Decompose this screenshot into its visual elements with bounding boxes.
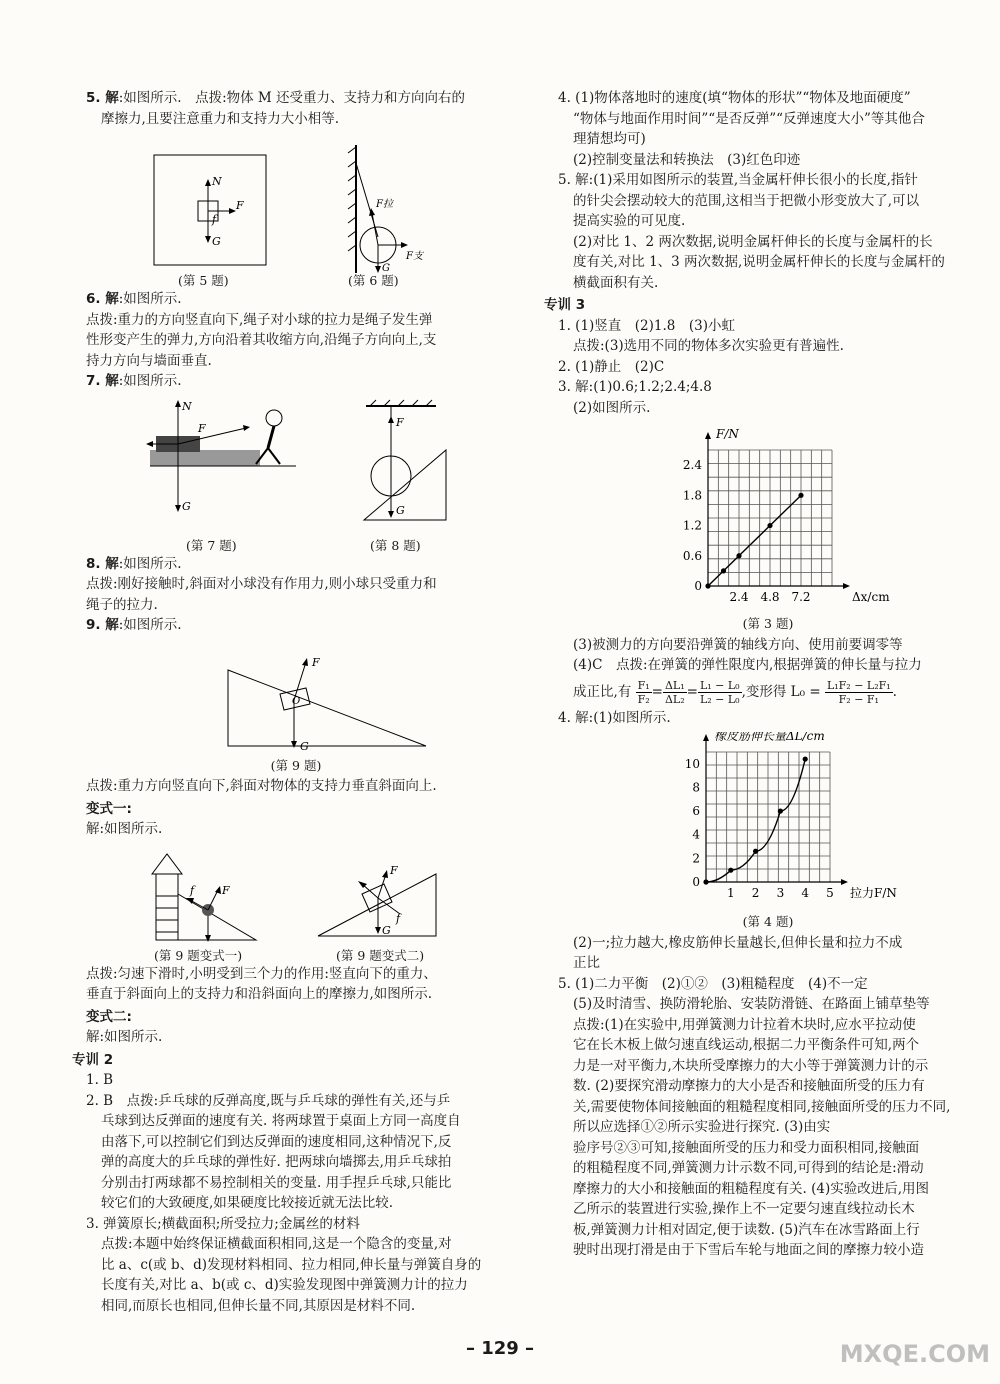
fig9a-caption: (第 9 题变式一): [154, 947, 243, 963]
svg-text:G: G: [300, 739, 309, 752]
data-point: [736, 553, 741, 558]
left-column: [72, 88, 506, 1316]
y-tick-label: 1.2: [682, 518, 702, 533]
x-tick-label: 3: [776, 886, 785, 900]
q6-line: 6. 解:如图所示.: [86, 291, 182, 307]
x-axis-arrow: [843, 583, 850, 589]
x-tick-label: 4.8: [760, 590, 780, 604]
chart3-svg: [558, 422, 978, 610]
s2-q3-tip-1: 点拨:本题中始终保证横截面积相同,这是一个隐含的变量,对: [101, 1236, 452, 1252]
q5-4: (2)对比 1、2 两次数据,说明金属杆伸长的长度与金属杆的长: [573, 233, 933, 250]
y-tick-label: 10: [684, 756, 700, 771]
fig6-caption: (第 6 题): [348, 273, 399, 288]
svg-text:F: F: [390, 863, 398, 877]
svg-text:G: G: [382, 923, 391, 937]
watermark: MXQE.COM: [839, 1340, 990, 1368]
x-tick-label: 1: [726, 886, 735, 900]
fig9-caption: (第 9 题): [270, 757, 322, 773]
variant1-tip-2: 垂直于斜面向上的支持力和沿斜面向上的摩擦力,如图所示.: [86, 986, 433, 1002]
fig7-fig8: [86, 396, 506, 534]
q5-3: 提高实验的可见度.: [573, 213, 686, 229]
fig5-caption: (第 5 题): [178, 273, 229, 288]
q7-line: 7. 解:如图所示.: [86, 373, 182, 389]
y-tick-label: 0: [694, 579, 702, 593]
q6-tip-1: 点拨:重力的方向竖直向下,绳子对小球的拉力是绳子发生弹: [86, 311, 433, 328]
y-tick-label: 4: [692, 827, 700, 842]
x-tick-label: 7.2: [791, 590, 811, 604]
data-point: [778, 808, 783, 813]
y-axis-label: 橡皮筋伸长量ΔL/cm: [714, 732, 825, 743]
y-axis-arrow: [705, 432, 711, 439]
page-number: – 129 –: [465, 1338, 535, 1359]
svg-text:f: f: [212, 213, 217, 226]
s3-q5-10: 的粗糙程度不同,弹簧测力计示数不同,可得到的结论是:滑动: [573, 1160, 924, 1176]
fig8-caption: (第 8 题): [370, 537, 421, 553]
s3-q5-13: 板,弹簧测力计相对固定,便于读数. (5)汽车在冰雪路面上行: [573, 1221, 920, 1238]
svg-text:f: f: [396, 911, 401, 925]
variant2-answer: 解:如图所示.: [86, 1029, 163, 1045]
s3-q3: 3. 解:(1)0.6;1.2;2.4;4.8: [558, 379, 712, 395]
y-tick-label: 0.6: [682, 548, 702, 563]
q9-tip: 点拨:重力方向竖直向下,斜面对物体的支持力垂直斜面向上.: [86, 778, 437, 794]
svg-text:F: F: [312, 655, 320, 669]
svg-text:O: O: [292, 695, 301, 707]
s2-q2-1: 2. B 点拨:乒乓球的反弹高度,既与乒乓球的弹性有关,还与乒: [86, 1092, 451, 1109]
svg-text:F: F: [222, 883, 230, 897]
chart4-caption: (第 4 题): [742, 914, 794, 929]
q5-line: 5. 解:如图所示. 点拨:物体 M 还受重力、支持力和方向向右的: [86, 90, 466, 106]
fig7-fig8-svg: [86, 396, 506, 534]
q5-5: 度有关,对比 1、3 两次数据,说明金属杆伸长的长度与金属杆的: [573, 254, 945, 270]
s2-q2-6: 较它们的大致硬度,如果硬度比较接近就无法比较.: [101, 1195, 394, 1211]
x-tick-label: 4: [801, 886, 810, 900]
chart4-svg: [558, 732, 978, 908]
fig9-variants: [86, 844, 506, 942]
s3-q5-1: 5. (1)二力平衡 (2)①② (3)粗糙程度 (4)不一定: [558, 975, 868, 992]
chart3: [558, 422, 978, 610]
variant1-answer: 解:如图所示.: [86, 821, 163, 837]
q6-tip-3: 持力方向与墙面垂直.: [86, 352, 212, 369]
s2-q2-4: 弹的高度大的乒乓球的弹性好. 把两球向墙掷去,用乒乓球拍: [101, 1154, 452, 1170]
series-line: [706, 759, 805, 882]
data-point: [767, 523, 772, 528]
y-tick-label: 1.8: [682, 488, 702, 503]
q5-2: 的针尖会摆动较大的范围,这相当于把微小形变放大了,可以: [573, 192, 920, 209]
chart3-caption: (第 3 题): [742, 616, 794, 631]
s3-q5-5: 力是一对平衡力,木块所受摩擦力的大小等于弹簧测力计的示: [573, 1057, 929, 1074]
data-point: [721, 568, 726, 573]
q8-tip-1: 点拨:刚好接触时,斜面对小球没有作用力,则小球只受重力和: [86, 576, 437, 592]
s2-q2-2: 乓球到达反弹面的速度有关. 将两球置于桌面上方同一高度自: [101, 1113, 461, 1129]
svg-text:F: F: [396, 415, 404, 429]
data-point: [803, 756, 808, 761]
s3-q4b-2: 正比: [573, 955, 600, 971]
section3-heading: 专训 3: [544, 297, 586, 313]
chart4: [558, 732, 978, 908]
s3-q5-12: 乙所示的装置进行实验,操作上不一定要匀速直线拉动长木: [573, 1201, 915, 1217]
s3-q3b: (2)如图所示.: [573, 399, 651, 416]
svg-text:F支: F支: [406, 251, 423, 262]
svg-text:G: G: [212, 235, 221, 248]
s3-q4: 4. 解:(1)如图所示.: [558, 709, 671, 726]
s3-q1-tip: 点拨:(3)选用不同的物体多次实验更有普遍性.: [573, 338, 844, 354]
s2-q3-tip-3: 长度有关,对比 a、b(或 c、d)实验发现图中弹簧测力计的拉力: [101, 1277, 468, 1293]
q8-tip-2: 绳子的拉力.: [86, 596, 158, 613]
svg-text:F: F: [198, 421, 206, 435]
data-point: [798, 493, 803, 498]
s3-q5-8: 所以应选择①②所示实验进行探究. (3)由实: [573, 1119, 831, 1135]
right-column: [544, 88, 978, 1261]
data-point: [703, 879, 708, 884]
s3-q5-7: 关,需要使物体间接触面的粗糙程度相同,接触面所受的压力不同,: [573, 1098, 951, 1115]
s3-q3d: (4)C 点拨:在弹簧的弹性限度内,根据弹簧的伸长量与拉力: [573, 657, 922, 673]
q4-1: 4. (1)物体落地时的速度(填“物体的形状”“物体及地面硬度”: [558, 90, 911, 106]
q5-line2: 摩擦力,且要注意重力和支持力大小相等.: [101, 110, 340, 127]
y-tick-label: 6: [692, 804, 700, 819]
variant1-tip-1: 点拨:匀速下滑时,小明受到三个力的作用:竖直向下的重力、: [86, 965, 437, 982]
q9-line: 9. 解:如图所示.: [86, 617, 182, 633]
x-axis-arrow: [841, 879, 848, 885]
fig9: [86, 640, 506, 752]
q4-2: “物体与地面作用时间”“是否反弹”“反弹速度大小”等其他合: [573, 110, 925, 127]
s3-q5-9: 验序号②③可知,接触面所受的压力和受力面积相同,接触面: [573, 1139, 920, 1156]
svg-text:G: G: [396, 503, 405, 517]
fig9-svg: [86, 640, 506, 752]
section2-heading: 专训 2: [72, 1051, 114, 1068]
s3-q3e: 成正比,有 $\frac{\text{F₁}}{\text{F₂}}$ = $\frac{\text{ΔL₁}}{\text{ΔL₂}}$ = $\frac{\text{L₁ − L₀}}{\text{L₂ − L₀}}$ ,变形得 L₀ = $\frac{\text{L₁F₂ − L₂F₁}}{\text{F₂ − F₁}}$ .: [573, 678, 897, 706]
data-point: [705, 583, 710, 588]
s3-q2: 2. (1)静止 (2)C: [558, 358, 665, 375]
fig9-variants-svg: [86, 844, 506, 942]
s3-q5-14: 驶时出现打滑是由于下雪后车轮与地面之间的摩擦力较小造: [573, 1242, 924, 1258]
s3-q4b-1: (2)一;拉力越大,橡皮筋伸长量越长,但伸长量和拉力不成: [573, 934, 903, 951]
fig5-fig6-svg: [86, 133, 506, 273]
svg-text:G: G: [382, 263, 390, 273]
y-axis-label: F/N: [716, 427, 739, 441]
y-tick-label: 0: [692, 875, 700, 889]
svg-text:N: N: [182, 399, 192, 413]
s2-q2-5: 分别击打两球都不易控制相关的变量. 用手捏乒乓球,只能比: [101, 1174, 452, 1191]
s2-q1: 1. B: [86, 1072, 114, 1088]
variant1-heading: 变式一:: [86, 800, 132, 817]
q4-4: (2)控制变量法和转换法 (3)红色印迹: [573, 151, 801, 168]
s3-q5-2: (5)及时清雪、换防滑轮胎、安装防滑链、在路面上铺草垫等: [573, 996, 930, 1012]
s2-q2-3: 由落下,可以控制它们到达反弹面的速度相同,这种情况下,反: [101, 1133, 452, 1150]
y-tick-label: 8: [692, 780, 700, 795]
s2-q3-tip-4: 相同,而原长也相同,但伸长量不同,其原因是材料不同.: [101, 1297, 416, 1314]
data-point: [728, 868, 733, 873]
svg-text:N: N: [212, 175, 222, 188]
q8-line: 8. 解:如图所示.: [86, 555, 182, 572]
s3-q5-11: 摩擦力的大小和接触面的粗糙程度有关. (4)实验改进后,用图: [573, 1180, 929, 1197]
x-axis-label: Δx/cm: [852, 590, 890, 604]
y-axis-arrow: [703, 734, 709, 741]
q6-tip-2: 性形变产生的弹力,方向沿着其收缩方向,沿绳子方向向上,支: [86, 332, 437, 348]
y-tick-label: 2: [692, 851, 700, 866]
svg-text:F: F: [236, 199, 244, 212]
s2-q3: 3. 弹簧原长;横截面积;所受拉力;金属丝的材料: [86, 1215, 360, 1232]
s3-q5-6: 数. (2)要探究滑动摩擦力的大小是否和接触面所受的压力有: [573, 1078, 925, 1094]
x-tick-label: 5: [826, 886, 834, 900]
variant2-heading: 变式二:: [86, 1008, 132, 1025]
fig7-caption: (第 7 题): [186, 537, 237, 553]
q5-6: 横截面积有关.: [573, 274, 659, 291]
data-point: [753, 849, 758, 854]
fig5-fig6: [86, 133, 506, 273]
x-tick-label: 2.4: [729, 590, 749, 604]
q4-3: 理猜想均可): [573, 131, 646, 147]
x-axis-label: 拉力F/N: [850, 886, 897, 900]
svg-text:G: G: [182, 499, 191, 513]
s2-q3-tip-2: 比 a、c(或 b、d)发现材料相同、拉力相同,伸长量与弹簧自身的: [101, 1256, 482, 1273]
s3-q5-4: 它在长木板上做匀速直线运动,根据二力平衡条件可知,两个: [573, 1037, 920, 1053]
s3-q3c: (3)被测力的方向要沿弹簧的轴线方向、使用前要调零等: [573, 636, 903, 653]
s3-q5-3: 点拨:(1)在实验中,用弹簧测力计拉着木块时,应水平拉动使: [573, 1016, 916, 1033]
s3-q1: 1. (1)竖直 (2)1.8 (3)小虹: [558, 317, 736, 334]
q5-1: 5. 解:(1)采用如图所示的装置,当金属杆伸长很小的长度,指针: [558, 172, 918, 188]
fig9b-caption: (第 9 题变式二): [336, 947, 425, 963]
x-tick-label: 2: [751, 886, 760, 900]
svg-text:f: f: [190, 883, 195, 897]
y-tick-label: 2.4: [682, 458, 702, 473]
svg-text:F拉: F拉: [376, 199, 393, 210]
